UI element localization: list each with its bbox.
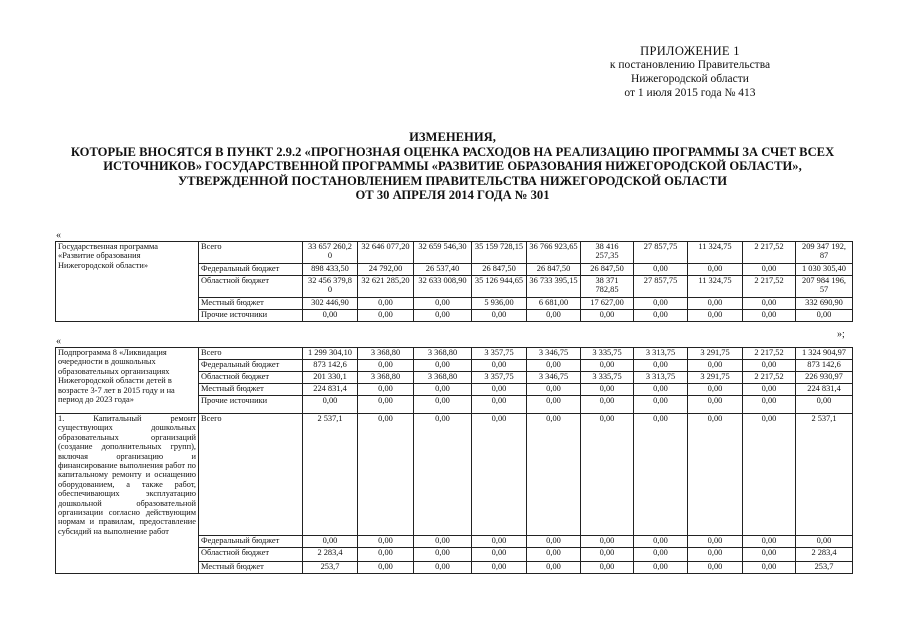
open-quote-mark: « <box>56 336 61 347</box>
value-cell: 3 346,75 <box>527 348 581 360</box>
open-quote-mark: « <box>56 230 61 241</box>
value-cell: 0,00 <box>414 562 472 574</box>
value-cell: 0,00 <box>527 360 581 372</box>
value-cell: 35 159 728,15 <box>472 242 527 264</box>
value-cell: 0,00 <box>527 536 581 548</box>
table-row <box>56 242 853 264</box>
value-cell: 0,00 <box>634 298 688 310</box>
value-cell: 3 357,75 <box>472 372 527 384</box>
value-cell: 2 217,52 <box>743 242 796 264</box>
funding-source-cell: Местный бюджет <box>199 298 303 310</box>
value-cell: 2 217,52 <box>743 348 796 360</box>
value-cell: 0,00 <box>358 536 414 548</box>
value-cell: 302 446,90 <box>303 298 358 310</box>
title-line: УТВЕРЖДЕННОЙ ПОСТАНОВЛЕНИЕМ ПРАВИТЕЛЬСТВА НИЖЕГОРОДСКОЙ ОБЛАСТИ <box>177 173 728 188</box>
value-cell: 253,7 <box>796 562 853 574</box>
value-cell: 32 659 546,30 <box>414 242 472 264</box>
value-cell: 0,00 <box>472 414 527 536</box>
item-description-cell: 1. Капитальный ремонт существующих дошкольных образовательных организаций (создание дополнительных групп), включая организацию и финансирование выполнения работ по капитальному ремонту и оснащению оборудованием, а также работ, обеспечивающих эксплуатацию дошкольной образовательной организации согласно действующим нормам и правилам, предоставление субсидий на выполнение работ <box>56 414 199 574</box>
appendix-line: к постановлению Правительства <box>609 59 771 71</box>
value-cell: 207 984 196, 57 <box>796 276 853 298</box>
value-cell: 0,00 <box>414 396 472 414</box>
funding-source-cell: Местный бюджет <box>199 384 303 396</box>
program-name-cell: Государственная программа «Развитие образования Нижегородской области» <box>56 242 199 322</box>
value-cell: 0,00 <box>472 548 527 562</box>
title-line: КОТОРЫЕ ВНОСЯТСЯ В ПУНКТ 2.9.2 «ПРОГНОЗНАЯ ОЦЕНКА РАСХОДОВ НА РЕАЛИЗАЦИЮ ПРОГРАММЫ ЗА СЧЕТ ВСЕХ <box>70 144 835 159</box>
value-cell: 3 291,75 <box>688 372 743 384</box>
value-cell: 0,00 <box>634 396 688 414</box>
value-cell: 26 847,50 <box>472 264 527 276</box>
value-cell: 0,00 <box>796 536 853 548</box>
value-cell: 0,00 <box>743 264 796 276</box>
value-cell: 2 217,52 <box>743 372 796 384</box>
value-cell: 0,00 <box>743 396 796 414</box>
value-cell: 3 291,75 <box>688 348 743 360</box>
value-cell: 209 347 192, 87 <box>796 242 853 264</box>
value-cell: 0,00 <box>358 414 414 536</box>
value-cell: 2 217,52 <box>743 276 796 298</box>
value-cell: 0,00 <box>527 396 581 414</box>
value-cell: 2 283,4 <box>303 548 358 562</box>
value-cell: 0,00 <box>303 536 358 548</box>
value-cell: 38 416 257,35 <box>581 242 634 264</box>
value-cell: 0,00 <box>527 310 581 322</box>
value-cell: 0,00 <box>688 548 743 562</box>
title-line: ОТ 30 АПРЕЛЯ 2014 ГОДА № 301 <box>355 188 550 203</box>
value-cell: 3 313,75 <box>634 372 688 384</box>
value-cell: 0,00 <box>581 536 634 548</box>
value-cell: 0,00 <box>303 396 358 414</box>
value-cell: 0,00 <box>688 264 743 276</box>
value-cell: 3 313,75 <box>634 348 688 360</box>
value-cell: 0,00 <box>581 310 634 322</box>
value-cell: 0,00 <box>688 396 743 414</box>
funding-source-cell: Всего <box>199 242 303 264</box>
value-cell: 2 537,1 <box>303 414 358 536</box>
value-cell: 32 646 077,20 <box>358 242 414 264</box>
value-cell: 0,00 <box>414 414 472 536</box>
program-table <box>55 241 853 322</box>
value-cell: 1 324 904,97 <box>796 348 853 360</box>
value-cell: 0,00 <box>634 360 688 372</box>
value-cell: 0,00 <box>414 536 472 548</box>
value-cell: 1 030 305,40 <box>796 264 853 276</box>
value-cell: 0,00 <box>527 562 581 574</box>
value-cell: 0,00 <box>634 264 688 276</box>
value-cell: 0,00 <box>358 298 414 310</box>
value-cell: 0,00 <box>743 360 796 372</box>
value-cell: 0,00 <box>634 548 688 562</box>
value-cell: 33 657 260,2 0 <box>303 242 358 264</box>
funding-source-cell: Федеральный бюджет <box>199 536 303 548</box>
value-cell: 0,00 <box>581 562 634 574</box>
value-cell: 0,00 <box>414 548 472 562</box>
value-cell: 0,00 <box>796 396 853 414</box>
value-cell: 253,7 <box>303 562 358 574</box>
funding-source-cell: Прочие источники <box>199 396 303 414</box>
value-cell: 226 930,97 <box>796 372 853 384</box>
value-cell: 201 330,1 <box>303 372 358 384</box>
value-cell: 3 335,75 <box>581 372 634 384</box>
subprogram-table <box>55 347 853 574</box>
value-cell: 0,00 <box>743 536 796 548</box>
value-cell: 0,00 <box>688 536 743 548</box>
value-cell: 224 831,4 <box>796 384 853 396</box>
value-cell: 36 766 923,65 <box>527 242 581 264</box>
funding-source-cell: Областной бюджет <box>199 372 303 384</box>
value-cell: 873 142,6 <box>796 360 853 372</box>
value-cell: 11 324,75 <box>688 242 743 264</box>
value-cell: 0,00 <box>688 360 743 372</box>
value-cell: 36 733 395,15 <box>527 276 581 298</box>
value-cell: 0,00 <box>634 414 688 536</box>
value-cell: 32 633 008,90 <box>414 276 472 298</box>
value-cell: 3 368,80 <box>358 372 414 384</box>
value-cell: 2 283,4 <box>796 548 853 562</box>
appendix-line: ПРИЛОЖЕНИЕ 1 <box>640 44 740 58</box>
value-cell: 3 335,75 <box>581 348 634 360</box>
funding-source-cell: Федеральный бюджет <box>199 360 303 372</box>
value-cell: 6 681,00 <box>527 298 581 310</box>
value-cell: 0,00 <box>472 562 527 574</box>
value-cell: 0,00 <box>688 298 743 310</box>
value-cell: 0,00 <box>303 310 358 322</box>
value-cell: 3 357,75 <box>472 348 527 360</box>
value-cell: 0,00 <box>527 414 581 536</box>
value-cell: 3 346,75 <box>527 372 581 384</box>
value-cell: 0,00 <box>688 310 743 322</box>
value-cell: 0,00 <box>743 548 796 562</box>
value-cell: 0,00 <box>472 360 527 372</box>
value-cell: 0,00 <box>688 414 743 536</box>
value-cell: 0,00 <box>743 562 796 574</box>
value-cell: 38 371 782,85 <box>581 276 634 298</box>
value-cell: 0,00 <box>581 548 634 562</box>
value-cell: 0,00 <box>743 310 796 322</box>
value-cell: 224 831,4 <box>303 384 358 396</box>
value-cell: 24 792,00 <box>358 264 414 276</box>
value-cell: 0,00 <box>581 360 634 372</box>
value-cell: 3 368,80 <box>358 348 414 360</box>
subprogram-name-cell: Подпрограмма 8 «Ликвидация очередности в дошкольных образовательных организациях Нижегородской области детей в возрасте 3-7 лет в 2015 году и на период до 2023 года» <box>56 348 199 414</box>
value-cell: 11 324,75 <box>688 276 743 298</box>
value-cell: 26 847,50 <box>527 264 581 276</box>
value-cell: 26 847,50 <box>581 264 634 276</box>
value-cell: 0,00 <box>472 310 527 322</box>
value-cell: 0,00 <box>358 396 414 414</box>
value-cell: 0,00 <box>634 384 688 396</box>
funding-source-cell: Всего <box>199 414 303 536</box>
appendix-line: от 1 июля 2015 года № 413 <box>624 87 756 99</box>
value-cell: 0,00 <box>527 384 581 396</box>
value-cell: 0,00 <box>358 310 414 322</box>
value-cell: 0,00 <box>688 562 743 574</box>
value-cell: 17 627,00 <box>581 298 634 310</box>
value-cell: 5 936,00 <box>472 298 527 310</box>
value-cell: 0,00 <box>358 360 414 372</box>
value-cell: 332 690,90 <box>796 298 853 310</box>
value-cell: 32 456 379,8 0 <box>303 276 358 298</box>
funding-source-cell: Всего <box>199 348 303 360</box>
value-cell: 32 621 285,20 <box>358 276 414 298</box>
document-title <box>30 130 875 203</box>
value-cell: 0,00 <box>472 384 527 396</box>
close-quote-mark: »; <box>837 329 845 340</box>
value-cell: 27 857,75 <box>634 276 688 298</box>
value-cell: 0,00 <box>743 384 796 396</box>
value-cell: 3 368,80 <box>414 348 472 360</box>
funding-source-cell: Областной бюджет <box>199 276 303 298</box>
value-cell: 0,00 <box>358 384 414 396</box>
value-cell: 873 142,6 <box>303 360 358 372</box>
value-cell: 0,00 <box>581 396 634 414</box>
value-cell: 0,00 <box>472 536 527 548</box>
value-cell: 0,00 <box>743 414 796 536</box>
value-cell: 26 537,40 <box>414 264 472 276</box>
appendix-header <box>540 44 840 100</box>
value-cell: 0,00 <box>796 310 853 322</box>
value-cell: 0,00 <box>414 310 472 322</box>
value-cell: 35 126 944,65 <box>472 276 527 298</box>
value-cell: 0,00 <box>414 384 472 396</box>
value-cell: 0,00 <box>634 562 688 574</box>
value-cell: 0,00 <box>581 384 634 396</box>
value-cell: 2 537,1 <box>796 414 853 536</box>
value-cell: 0,00 <box>358 548 414 562</box>
value-cell: 0,00 <box>688 384 743 396</box>
value-cell: 0,00 <box>414 298 472 310</box>
value-cell: 1 299 304,10 <box>303 348 358 360</box>
table-row <box>56 414 853 536</box>
value-cell: 898 433,50 <box>303 264 358 276</box>
value-cell: 0,00 <box>634 536 688 548</box>
funding-source-cell: Прочие источники <box>199 310 303 322</box>
funding-source-cell: Областной бюджет <box>199 548 303 562</box>
value-cell: 3 368,80 <box>414 372 472 384</box>
value-cell: 0,00 <box>527 548 581 562</box>
value-cell: 0,00 <box>472 396 527 414</box>
value-cell: 0,00 <box>414 360 472 372</box>
table-row <box>56 348 853 360</box>
value-cell: 0,00 <box>743 298 796 310</box>
title-line: ИЗМЕНЕНИЯ, <box>409 130 496 144</box>
funding-source-cell: Местный бюджет <box>199 562 303 574</box>
appendix-line: Нижегородской области <box>631 73 749 85</box>
value-cell: 27 857,75 <box>634 242 688 264</box>
value-cell: 0,00 <box>634 310 688 322</box>
funding-source-cell: Федеральный бюджет <box>199 264 303 276</box>
value-cell: 0,00 <box>581 414 634 536</box>
value-cell: 0,00 <box>358 562 414 574</box>
title-line: ИСТОЧНИКОВ» ГОСУДАРСТВЕННОЙ ПРОГРАММЫ «РАЗВИТИЕ ОБРАЗОВАНИЯ НИЖЕГОРОДСКОЙ ОБЛАСТИ», <box>103 159 802 174</box>
